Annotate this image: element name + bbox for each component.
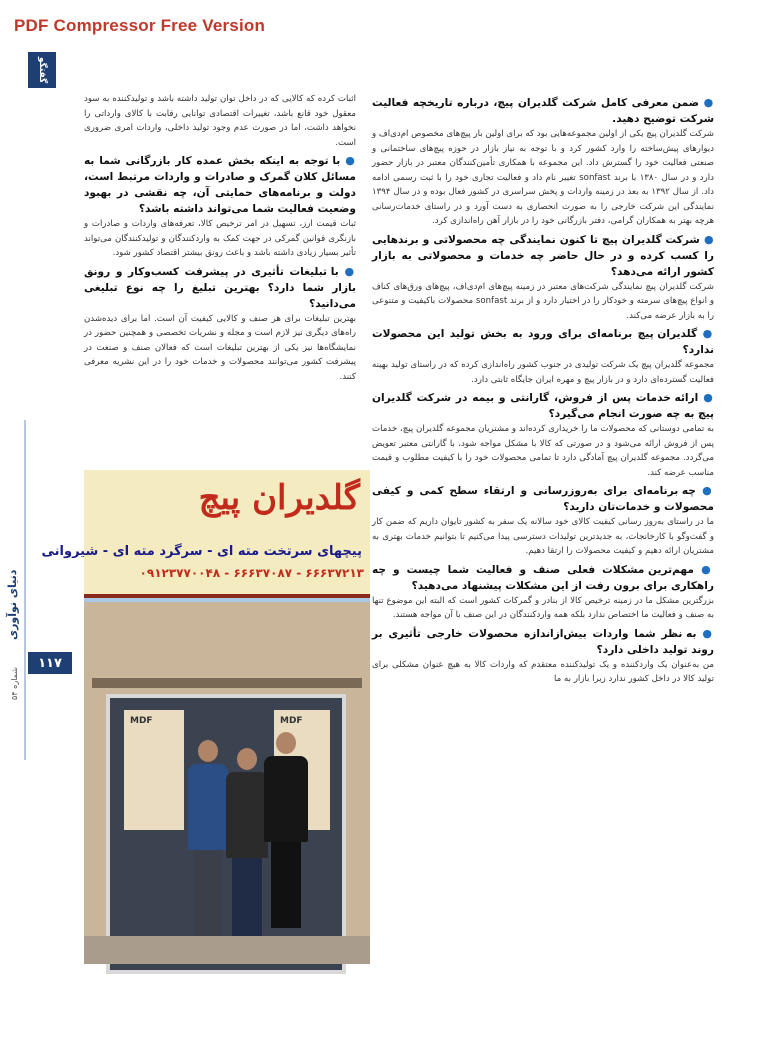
sign-title: گلدیران پیچ [198, 478, 360, 518]
question-text: با توجه به اینکه بخش عمده کار بازرگانی شما به مسائل کلان گمرک و صادرات و واردات مرتبط است، دولت و برنامه‌های حمایتی آن، چه نقشی در بهبود وضعیت فعالیت شما می‌تواند داشته باشد؟ [84, 155, 356, 215]
question-heading [84, 264, 356, 312]
bullet-icon: ● [699, 232, 714, 246]
qa-block [372, 626, 714, 687]
side-issue-label: شماره ۵۴ [10, 667, 19, 700]
bullet-icon: ● [698, 96, 714, 109]
bullet-icon: ● [698, 391, 714, 404]
qa-block [84, 153, 356, 261]
shop-signboard [41, 470, 370, 598]
answer-paragraph: شرکت گلدیران پیچ نمایندگی شرکت‌های معتبر در زمینه پیچ‌های ام‌دی‌اف، پیچ‌های ورق‌های کناف و انواع پیچ‌های سرمته و خودکار را در اختیار دارد و از برند sonfast محصولات باکیفیت و متنوعی را به بازار عرضه می‌کند. [372, 281, 714, 321]
question-text: ضمن معرفی کامل شرکت گلدیران پیچ، درباره تاریخچه فعالیت شرکت توضیح دهید. [372, 97, 714, 125]
question-text: چه برنامه‌ای برای به‌روزرسانی و ارتقاء سطح کمی و کیفی محصولات و خدمات‌تان دارید؟ [372, 485, 714, 513]
question-text: ارائه خدمات پس از فروش، گارانتی و بیمه در شرکت گلدیران پیچ به چه صورت انجام می‌گیرد؟ [372, 392, 714, 420]
question-text: شرکت گلدیران پیچ تا کنون نمایندگی چه محصولاتی و برندهایی را کسب کرده و در حال حاضر چه خدمات و محصولاتی به بازار کشور ارائه می‌دهد؟ [372, 233, 714, 278]
shop-canopy [92, 678, 362, 688]
sign-phone: ۶۶۶۳۷۲۱۳ - ۶۶۶۳۷۰۸۷ - ۰۹۱۲۳۷۷۰۰۴۸ [139, 566, 364, 580]
person-figure [226, 748, 268, 936]
question-heading [372, 626, 714, 658]
qa-block [372, 95, 714, 229]
left-column [84, 92, 356, 386]
answer-paragraph: بهترین تبلیغات برای هر صنف و کالایی کیفیت آن است. اما برای دیده‌شدن راه‌های دیگری نیز لازم است و مجله و نشریات تخصصی و همچنین حضور در نمایشگاه‌ها نیز یکی از بهترین تبلیغات است که فعالان صنف و صنعت در پیشرفت کشور می‌توانند محصولات و خدمات خود را در این نشریه معرفی کنند. [84, 313, 356, 382]
sign-subtitle: پیچهای سرتخت مته ای - سرگرد مته ای - شیروانی [41, 544, 362, 559]
shop-facade [84, 602, 370, 964]
qa-block [372, 483, 714, 559]
bullet-icon: ● [697, 327, 714, 340]
category-tab: گفتگو [28, 52, 56, 88]
answer-paragraph: من به‌عنوان یک واردکننده و یک تولیدکننده معتقدم که واردات کالا به هیچ عنوان مشکلی برای تولید کالا در داخل کشور ندارد زیرا بازار به ما [372, 659, 714, 684]
qa-block [84, 92, 356, 150]
qa-block [372, 232, 714, 324]
person-figure [188, 740, 228, 936]
bullet-icon: ● [693, 562, 714, 576]
bullet-icon: ● [340, 154, 356, 167]
qa-block [84, 264, 356, 385]
question-heading [372, 232, 714, 280]
bullet-icon: ● [696, 626, 714, 640]
question-heading [372, 326, 714, 358]
answer-paragraph: اثبات کرده که کالایی که در داخل توان تولید داشته باشد و تولیدکننده به سود معقول خود قانع باشد، تغییرات اقتصادی توانایی رقابت با کالای وارداتی را نخواهد داشت، اما در صورت عدم وجود تولید داخلی، واردات امری ضروری است. [84, 94, 356, 148]
question-heading [372, 562, 714, 594]
qa-block [372, 562, 714, 623]
answer-paragraph: بزرگترین مشکل ما در زمینه ترخیص کالا از بنادر و گمرکات کشور است که البته این موضوع تنها به صنف و فعالیت ما اختصاص ندارد بلکه همه واردکنندگان در این صنف با آن مواجه هستند. [372, 595, 714, 620]
watermark-text: PDF Compressor Free Version [14, 16, 266, 35]
right-column [372, 92, 714, 689]
side-magazine-label: دنیای نوآوری [6, 569, 19, 640]
question-text: با تبلیغات تأثیری در پیشرفت کسب‌وکار و رونق بازار شما دارد؟ بهترین تبلیغ را چه نوع تبلیغی می‌دانید؟ [84, 265, 356, 310]
answer-paragraph: مجموعه گلدیران پیچ یک شرکت تولیدی در جنوب کشور راه‌اندازی کرده که در راستای تولید بهینه فعالیت گسترده‌ای دارد و در بازار پیچ و مهره ایران جایگاه ثابتی دارد. [372, 360, 714, 385]
qa-block [372, 390, 714, 480]
question-text: گلدیران پیچ برنامه‌ای برای ورود به بخش تولید این محصولات ندارد؟ [372, 328, 714, 356]
bullet-icon: ● [695, 484, 714, 497]
answer-paragraph: به تمامی دوستانی که محصولات ما را خریداری کرده‌اند و مشتریان مجموعه گلدیران پیچ، خدمات پس از فروش ارائه می‌شود و در صورتی که کالا با مشکل مواجه شود، با گارانتی معتبر تعویض می‌گردد. مجموعه گلدیران پیچ آمادگی دارد تا تمامی محصولات خود را با کیفیت مطلوب و قیمت مناسب عرضه کند. [372, 424, 714, 478]
question-heading [372, 95, 714, 127]
answer-paragraph: ثبات قیمت ارز، تسهیل در امر ترخیص کالا، تعرفه‌های واردات و صادرات و بازنگری قوانین گمرکی در جهت کمک به واردکنندگان و تولیدکنندگان می‌تواند تأثیر بسیار زیادی داشته باشد و باعث رونق بیشتر اقتصاد کشور شود. [84, 219, 356, 258]
bullet-icon: ● [338, 264, 357, 278]
question-heading [372, 390, 714, 422]
qa-block [372, 326, 714, 387]
question-heading [372, 483, 714, 515]
question-text: مهم‌ترین مشکلات فعلی صنف و فعالیت شما چیست و چه راهکاری برای برون رفت از این مشکلات پیشنهاد می‌دهید؟ [372, 563, 714, 592]
answer-paragraph: ما در راستای به‌روز رسانی کیفیت کالای خود سالانه یک سفر به کشور تایوان داریم که ضمن کار و گفت‌وگو با کارخانجات، به جدیدترین تولیدات دسترسی پیدا می‌کنیم تا بتوانیم خدمات بهتری به مشتریان ارائه دهیم و کیفیت محصولات را ارتقا دهیم. [372, 517, 714, 556]
question-text: به نظر شما واردات بیش‌ازاندازه محصولات خارجی تأثیری بر روند تولید داخلی دارد؟ [372, 627, 714, 656]
mdf-panel [124, 710, 184, 830]
answer-paragraph: شرکت گلدیران پیچ یکی از اولین مجموعه‌هایی بود که برای اولین بار پیچ‌های مخصوص ام‌دی‌اف و دیوارهای پیش‌ساخته را وارد کشور کرد و با توجه به نیاز بازار در حوزه پیچ‌های ساختمانی و صنعتی فعالیت خود را گسترش داد. این مجموعه با همکاری تأمین‌کنندگان معتبر در بازار حضور دارد و در سال ۱۳۸۰ با برند sonfast تغییر نام داد و فعالیت تجاری خود را با ثبت رسمی ادامه داد. از سال ۱۳۹۲ به بعد در زمینه واردات و پخش سراسری در کشور فعال بوده و در سال ۱۳۹۴ نمایندگی این شرکت خارجی را به صورت انحصاری به دست آورد و در راستای خدمات‌رسانی هرچه بهتر به همکاران گرامی، دفتر بازرگانی خود را در بازار آهن راه‌اندازی کرد. [372, 129, 715, 226]
mdf-label: MDF [280, 716, 303, 726]
page-number: ۱۱۷ [28, 652, 72, 674]
pavement [84, 936, 370, 964]
mdf-label: MDF [130, 716, 153, 726]
question-heading [84, 153, 356, 217]
person-figure [264, 732, 308, 936]
